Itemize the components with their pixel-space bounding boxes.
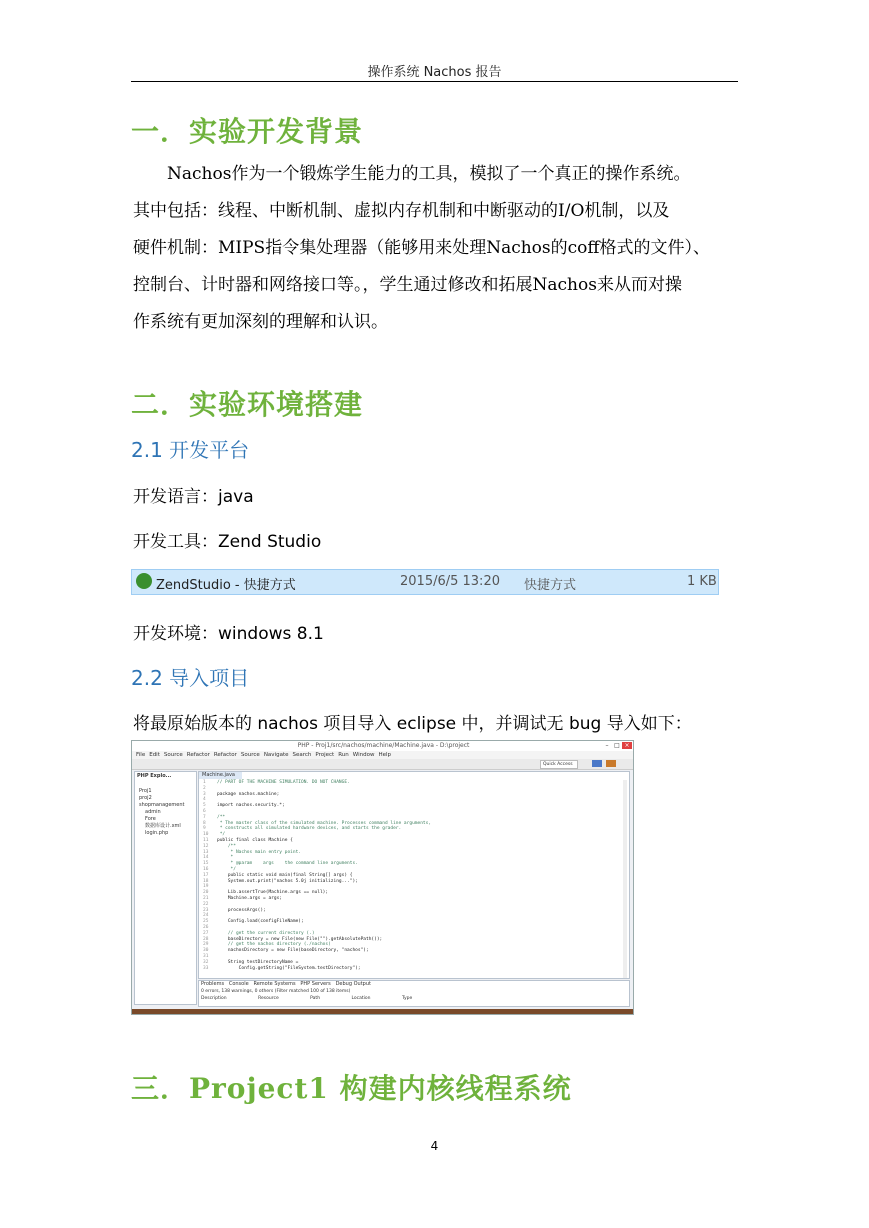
code-area	[199, 780, 619, 978]
code-text: String testDirectoryName =	[217, 959, 299, 965]
line-number: 4	[203, 797, 206, 803]
maximize-icon: □	[614, 742, 620, 749]
file-name: ZendStudio - 快捷方式	[156, 578, 296, 593]
code-text: public final class Machine {	[217, 838, 293, 843]
windows-taskbar	[132, 1009, 634, 1015]
subsection-2-2-heading: 2.2 导入项目	[131, 666, 250, 690]
line-number: 5	[203, 803, 206, 809]
quick-access-field: Quick Access	[540, 760, 578, 769]
menu-source-2: Source	[240, 752, 260, 758]
line-number: 31	[203, 954, 209, 959]
java-perspective-icon	[606, 760, 616, 767]
code-line	[203, 826, 401, 833]
line-number: 19	[203, 884, 209, 890]
code-text: processArgs();	[217, 907, 266, 913]
line-number: 10	[203, 832, 209, 838]
file-type: 快捷方式	[524, 578, 577, 593]
line-number: 11	[203, 838, 209, 843]
code-text: System.out.print("nachos 5.0j initializing...");	[217, 878, 358, 884]
menu-navigate: Navigate	[263, 752, 289, 758]
menu-refactor: Refactor	[186, 752, 210, 758]
code-line	[203, 966, 361, 973]
subsection-2-1-heading: 2.1 开发平台	[131, 438, 250, 462]
code-text: import nachos.security.*;	[217, 803, 285, 809]
line-number: 9	[203, 826, 206, 832]
tab-remote-systems: Remote Systems	[253, 981, 296, 987]
menu-refactor-2: Refactor	[213, 752, 237, 758]
code-text: * constructs all simulated hardware devices, and starts the grader.	[217, 826, 402, 832]
section-1-heading: 一．实验开发背景	[131, 115, 364, 148]
zendstudio-icon	[136, 573, 152, 589]
tree-item: login.php	[145, 830, 169, 836]
line-number: 28	[203, 936, 209, 942]
line-number: 18	[203, 878, 209, 884]
line-number: 20	[203, 890, 209, 896]
menu-help: Help	[378, 752, 391, 758]
line-number: 32	[203, 959, 209, 965]
menu-source: Source	[163, 752, 183, 758]
section-1-body	[133, 156, 739, 341]
header-divider	[131, 81, 738, 82]
dev-language: 开发语言：java	[133, 487, 254, 507]
tree-item: Fore	[145, 816, 156, 822]
editor-tab: Machine.java	[199, 772, 242, 779]
code-text: Lib.assertTrue(Machine.args == null);	[217, 890, 329, 896]
menu-project: Project	[315, 752, 335, 758]
code-editor	[198, 771, 630, 979]
body-line: 硬件机制：MIPS指令集处理器（能够用来处理Nachos的coff格式的文件）、	[133, 238, 710, 258]
problems-columns	[201, 996, 412, 1002]
tree-item: proj2	[139, 795, 152, 801]
code-text: *	[217, 855, 234, 861]
bottom-tabs	[201, 981, 371, 988]
code-line	[203, 948, 369, 955]
dev-environment: 开发环境：windows 8.1	[133, 624, 324, 644]
code-text: Machine.args = args;	[217, 896, 283, 901]
scrollbar	[623, 780, 627, 978]
tab-debug-output: Debug Output	[335, 981, 371, 987]
import-text: 将最原始版本的 nachos 项目导入 eclipse 中，并调试无 bug 导入如下：	[133, 714, 692, 734]
code-text: public static void main(final String[] args) {	[217, 872, 353, 878]
body-line: 作系统有更加深刻的理解和认识。	[133, 312, 388, 332]
line-number: 24	[203, 913, 209, 919]
line-number: 29	[203, 942, 209, 948]
code-text: // PART OF THE MACHINE SIMULATION. DO NOT CHANGE.	[217, 780, 350, 785]
page-number: 4	[430, 1139, 439, 1153]
ide-menu-bar	[132, 751, 634, 759]
menu-run: Run	[338, 752, 349, 758]
code-text: */	[217, 867, 236, 872]
file-date: 2015/6/5 13:20	[400, 574, 500, 589]
body-line: 其中包括：线程、中断机制、虚拟内存机制和中断驱动的I/O机制，以及	[133, 201, 670, 221]
line-number: 15	[203, 861, 209, 867]
line-number: 1	[203, 780, 206, 785]
code-text: * @param args the command line arguments.	[217, 861, 358, 867]
tree-item: admin	[145, 809, 161, 815]
col-resource: Resource	[258, 996, 279, 1001]
line-number: 12	[203, 843, 209, 849]
col-location: Location	[351, 996, 371, 1001]
problems-status: 0 errors, 138 warnings, 0 others (Filter matched 100 of 138 items)	[201, 989, 351, 994]
tab-php-servers: PHP Servers	[300, 981, 331, 987]
line-number: 26	[203, 925, 209, 930]
code-text: */	[217, 832, 226, 838]
code-text: * The master class of the simulated machine. Processes command line arguments,	[217, 820, 432, 826]
line-number: 30	[203, 948, 209, 954]
tree-item: Proj1	[139, 788, 152, 794]
file-size: 1 KB	[687, 574, 717, 589]
body-line: Nachos作为一个锻炼学生能力的工具，模拟了一个真正的操作系统。	[167, 164, 691, 184]
line-number: 27	[203, 930, 209, 936]
section-2-heading: 二．实验环境搭建	[131, 388, 364, 421]
line-number: 3	[203, 791, 206, 797]
code-text: Config.getString("FileSystem.testDirectory");	[217, 965, 361, 971]
eclipse-screenshot	[131, 740, 634, 1015]
line-number: 14	[203, 855, 209, 861]
code-text: nachosDirectory = new File(baseDirectory, "nachos");	[217, 948, 369, 954]
tab-problems: Problems	[201, 981, 225, 987]
menu-file: File	[136, 752, 146, 758]
line-number: 13	[203, 849, 209, 855]
code-line	[203, 879, 358, 886]
line-number: 6	[203, 809, 206, 814]
php-perspective-icon	[592, 760, 602, 767]
line-number: 22	[203, 901, 209, 907]
body-line: 控制台、计时器和网络接口等。，学生通过修改和拓展Nachos来从而对操	[133, 275, 682, 295]
code-text: package nachos.machine;	[217, 791, 280, 797]
code-text: // get the current directory (.)	[217, 930, 315, 936]
code-text: /**	[217, 814, 226, 820]
page-header-title: 操作系统 Nachos 报告	[367, 65, 502, 80]
line-number: 7	[203, 814, 206, 820]
line-number: 2	[203, 785, 206, 791]
problems-panel	[198, 980, 630, 1007]
code-text: baseDirectory = new File(new File("").getAbsolutePath());	[217, 936, 383, 942]
line-number: 8	[203, 820, 206, 826]
code-text: Config.load(configFileName);	[217, 919, 304, 925]
dev-tool: 开发工具：Zend Studio	[133, 532, 322, 552]
section-3-heading: 三．Project1 构建内核线程系统	[131, 1072, 572, 1105]
file-row	[131, 569, 719, 595]
tree-item: shopmanagement	[139, 802, 185, 808]
code-text: // get the nachos directory (./nachos)	[217, 942, 331, 948]
code-line	[203, 780, 350, 787]
code-text: * Nachos main entry point.	[217, 849, 301, 855]
close-icon: ×	[622, 742, 632, 749]
code-text: /**	[217, 843, 236, 849]
menu-edit: Edit	[149, 752, 160, 758]
line-number: 21	[203, 896, 209, 901]
tree-item: 数据库设计.xml	[145, 823, 181, 829]
panel-title: PHP Explo...	[137, 773, 172, 779]
line-number: 17	[203, 872, 209, 878]
menu-window: Window	[352, 752, 375, 758]
col-path: Path	[310, 996, 321, 1001]
col-description: Description	[201, 996, 227, 1001]
minimize-icon: –	[605, 742, 609, 749]
menu-search: Search	[292, 752, 312, 758]
php-explorer-panel	[134, 771, 197, 1005]
code-line	[203, 919, 304, 926]
ide-title: PHP - Proj1/src/nachos/machine/Machine.java - D:\project	[297, 742, 470, 749]
line-number: 16	[203, 867, 209, 872]
line-number: 25	[203, 919, 209, 925]
line-number: 23	[203, 907, 209, 913]
col-type: Type	[401, 996, 413, 1001]
ide-toolbar	[132, 759, 634, 770]
line-number: 33	[203, 965, 209, 971]
tab-console: Console	[228, 981, 249, 987]
